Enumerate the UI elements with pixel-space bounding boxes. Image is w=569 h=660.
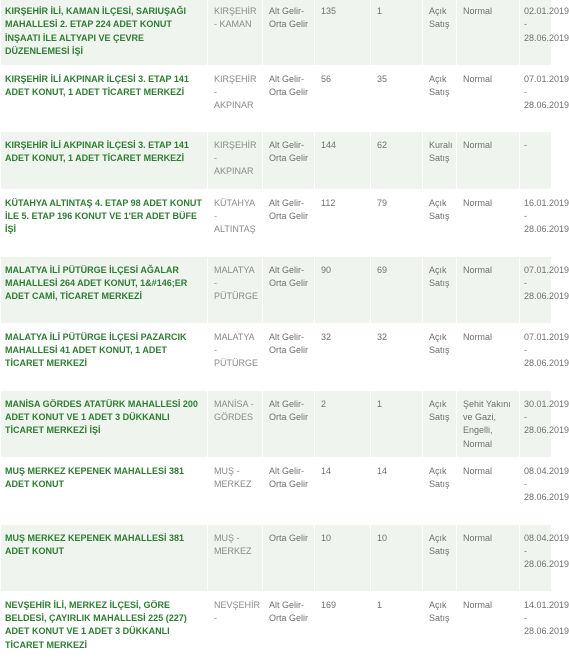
housing-count: 10 [315, 524, 371, 591]
sale-dates: 16.01.2019 - 28.06.2019 [520, 189, 551, 256]
table-row [1, 256, 551, 323]
sale-dates: 07.01.2019 - 28.06.2019 [520, 256, 551, 323]
sale-dates: 07.01.2019 - 28.06.2019 [520, 323, 551, 390]
project-name-link[interactable]: KÜTAHYA ALTINTAŞ 4. ETAP 98 ADET KONUT İLE 5. ETAP 196 KONUT VE 1'ER ADET BÜFE İŞİ [1, 189, 208, 256]
province-district: MUŞ - MERKEZ [208, 524, 263, 591]
remaining-count: 1 [371, 390, 423, 457]
income-group: Orta Gelir [263, 524, 315, 591]
applicant-category: Normal [457, 256, 520, 323]
sale-dates: 08.04.2019 - 28.06.2019 [520, 457, 551, 524]
income-group: Alt Gelir-Orta Gelir [263, 591, 315, 658]
project-name-link[interactable]: NEVŞEHİR İLİ, MERKEZ İLÇESİ, GÖRE BELDESİ, ÇAYIRLIK MAHALLESİ 225 (227) ADET KONUT VE 1 ADET 3 DÜKKANLI TİCARET MERKEZİ [1, 591, 208, 658]
applicant-category: Normal [457, 457, 520, 524]
table-row [1, 189, 551, 256]
applicant-category: Normal [457, 189, 520, 256]
sale-type: Açık Satış [423, 0, 457, 65]
remaining-count: 62 [371, 131, 423, 189]
remaining-count: 35 [371, 65, 423, 131]
income-group: Alt Gelir-Orta Gelir [263, 390, 315, 457]
project-name-link[interactable]: MUŞ MERKEZ KEPENEK MAHALLESİ 381 ADET KONUT [1, 524, 208, 591]
remaining-count: 79 [371, 189, 423, 256]
remaining-count: 10 [371, 524, 423, 591]
applicant-category: Normal [457, 591, 520, 658]
province-district: KIRŞEHİR - AKPINAR [208, 65, 263, 131]
table-row [1, 524, 551, 591]
sale-dates: 02.01.2019 - 28.06.2019 [520, 0, 551, 65]
housing-count: 144 [315, 131, 371, 189]
applicant-category: Normal [457, 65, 520, 131]
project-name-link[interactable]: MALATYA İLİ PÜTÜRGE İLÇESİ PAZARCIK MAHALLESİ 41 ADET KONUT, 1 ADET TİCARET MERKEZİ [1, 323, 208, 390]
province-district: KÜTAHYA - ALTINTAŞ [208, 189, 263, 256]
province-district: MANİSA - GÖRDES [208, 390, 263, 457]
project-name-link[interactable]: MANİSA GÖRDES ATATÜRK MAHALLESİ 200 ADET KONUT VE 1 ADET 3 DÜKKANLI TİCARET MERKEZİ İŞİ [1, 390, 208, 457]
table-row [1, 323, 551, 390]
province-district: MALATYA - PÜTÜRGE [208, 323, 263, 390]
housing-count: 169 [315, 591, 371, 658]
province-district: MALATYA - PÜTÜRGE [208, 256, 263, 323]
sale-type: Kuralı Satış [423, 131, 457, 189]
project-name-link[interactable]: KIRŞEHİR İLİ AKPINAR İLÇESİ 3. ETAP 141 ADET KONUT, 1 ADET TİCARET MERKEZİ [1, 65, 208, 131]
project-name-link[interactable]: KIRŞEHİR İLİ AKPINAR İLÇESİ 3. ETAP 141 ADET KONUT, 1 ADET TİCARET MERKEZİ [1, 131, 208, 189]
housing-count: 14 [315, 457, 371, 524]
housing-count: 2 [315, 390, 371, 457]
table-body [1, 0, 569, 658]
sale-dates: - [520, 131, 551, 189]
housing-count: 32 [315, 323, 371, 390]
applicant-category: Normal [457, 323, 520, 390]
sale-dates: 07.01.2019 - 28.06.2019 [520, 65, 551, 131]
applicant-category: Normal [457, 524, 520, 591]
province-district: NEVŞEHİR - [208, 591, 263, 658]
income-group: Alt Gelir-Orta Gelir [263, 131, 315, 189]
applicant-category: Normal [457, 0, 520, 65]
sale-type: Açık Satış [423, 390, 457, 457]
table-row [1, 65, 551, 131]
project-name-link[interactable]: KIRŞEHİR İLİ, KAMAN İLÇESİ, SARIUŞAĞI MAHALLESİ 2. ETAP 224 ADET KONUT İNŞAATI İLE ALTYAPI VE ÇEVRE DÜZENLEMESİ İŞİ [1, 0, 208, 65]
table-row [1, 591, 551, 658]
sale-type: Açık Satış [423, 65, 457, 131]
housing-count: 56 [315, 65, 371, 131]
housing-count: 90 [315, 256, 371, 323]
income-group: Alt Gelir-Orta Gelir [263, 189, 315, 256]
table-row [1, 131, 551, 189]
housing-count: 135 [315, 0, 371, 65]
sale-type: Açık Satış [423, 591, 457, 658]
income-group: Alt Gelir-Orta Gelir [263, 0, 315, 65]
applicant-category: Normal [457, 131, 520, 189]
sale-dates: 30.01.2019 - 28.06.2019 [520, 390, 551, 457]
income-group: Alt Gelir-Orta Gelir [263, 65, 315, 131]
housing-count: 112 [315, 189, 371, 256]
table-row [1, 457, 551, 524]
remaining-count: 14 [371, 457, 423, 524]
sale-type: Açık Satış [423, 189, 457, 256]
sale-type: Açık Satış [423, 323, 457, 390]
sale-dates: 14.01.2019 - 28.06.2019 [520, 591, 551, 658]
income-group: Alt Gelir-Orta Gelir [263, 323, 315, 390]
province-district: KIRŞEHİR - AKPINAR [208, 131, 263, 189]
income-group: Alt Gelir-Orta Gelir [263, 256, 315, 323]
sale-type: Açık Satış [423, 457, 457, 524]
province-district: MUŞ - MERKEZ [208, 457, 263, 524]
remaining-count: 32 [371, 323, 423, 390]
table-row [1, 390, 551, 457]
remaining-count: 1 [371, 591, 423, 658]
income-group: Alt Gelir-Orta Gelir [263, 457, 315, 524]
table-row [1, 0, 551, 65]
project-name-link[interactable]: MUŞ MERKEZ KEPENEK MAHALLESİ 381 ADET KONUT [1, 457, 208, 524]
project-name-link[interactable]: MALATYA İLİ PÜTÜRGE İLÇESİ AĞALAR MAHALLESİ 264 ADET KONUT, 1&#146;ER ADET CAMİ, TİCARET MERKEZİ [1, 256, 208, 323]
sale-type: Açık Satış [423, 256, 457, 323]
sale-type: Açık Satış [423, 524, 457, 591]
sale-dates: 08.04.2019 - 28.06.2019 [520, 524, 551, 591]
remaining-count: 69 [371, 256, 423, 323]
province-district: KIRŞEHİR - KAMAN [208, 0, 263, 65]
applicant-category: Şehit Yakını ve Gazi, Engelli, Normal [457, 390, 520, 457]
remaining-count: 1 [371, 0, 423, 65]
